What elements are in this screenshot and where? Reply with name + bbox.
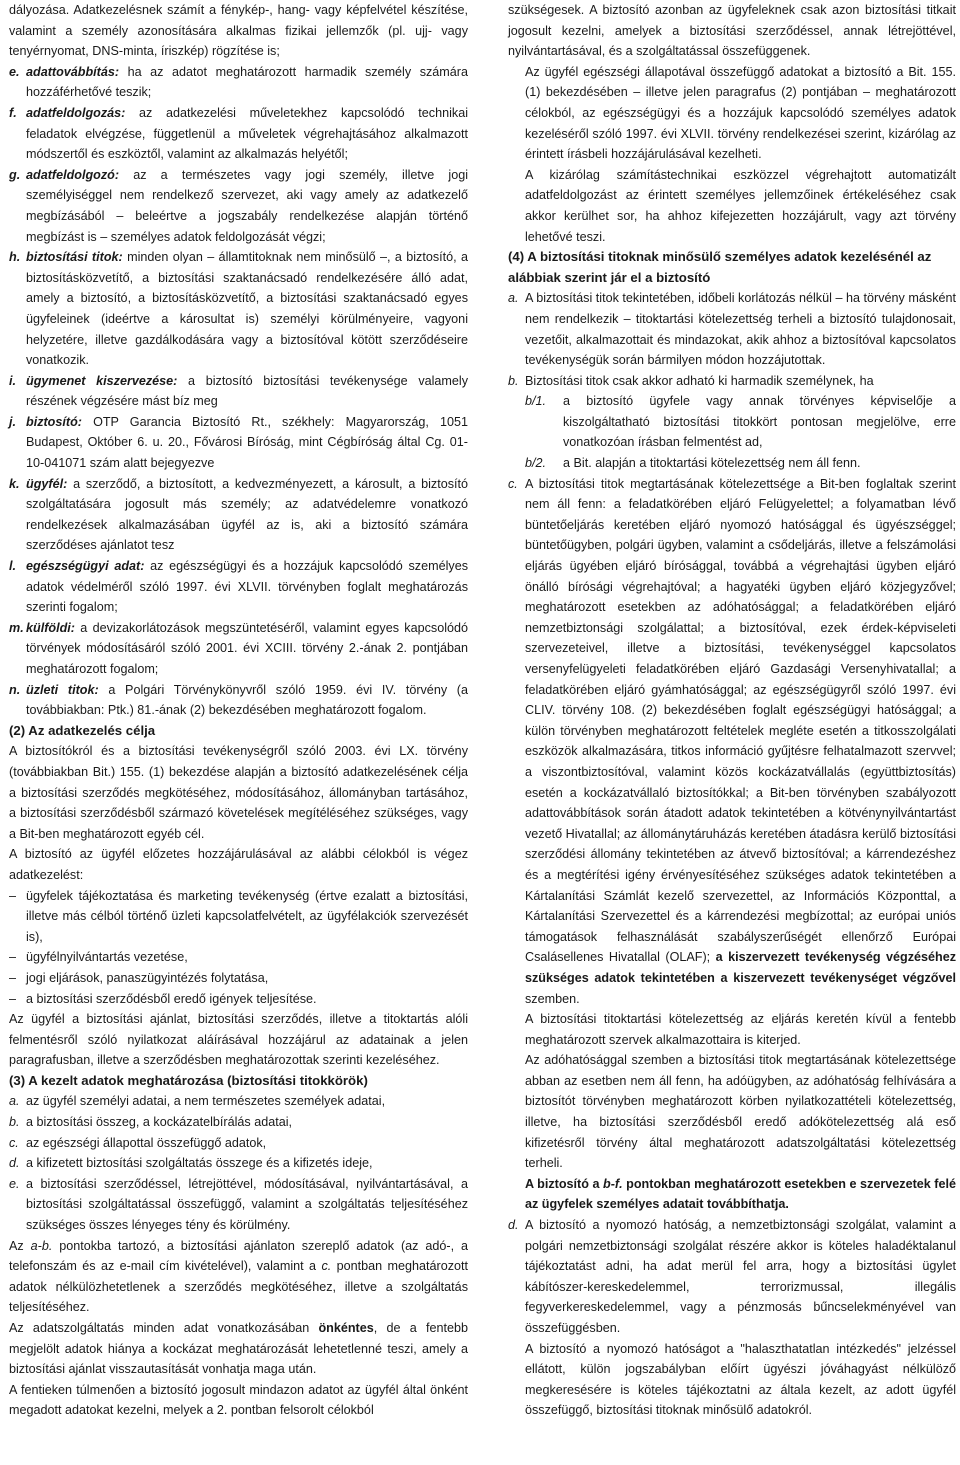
definition-item xyxy=(9,474,468,556)
dash-bullet: – xyxy=(9,888,17,903)
definition-term: ügyfél: xyxy=(26,476,68,491)
definition-text: minden olyan – államtitoknak nem minősülő –, a biztosító, a biztosításközvetítő, a biztosítási szaktanácsadó rendelkezésére álló adat, amely a biztosító, a biztosításközvetítő, a biztosítási szaktanácsadó egyes ügyfeleinek (ideértve a károsultat is) személyi körülményeire, vagyoni helyzetére, illetve gazdálkodására vagy a biztosítóval kötött szerződéseire vonatkozik. xyxy=(26,250,468,368)
data-categories-list xyxy=(9,1091,468,1235)
definition-term: adatfeldolgozás: xyxy=(26,105,126,120)
dash-bullet: – xyxy=(9,991,17,1006)
definition-item xyxy=(9,680,468,721)
definition-item xyxy=(9,62,468,103)
definition-item xyxy=(9,103,468,165)
purpose-list-item: – ügyfélnyilvántartás vezetése, xyxy=(9,947,468,968)
consent-paragraph: A biztosító az ügyfél előzetes hozzájárulásával az alábbi célokból is végez adatkezelést: xyxy=(9,847,468,882)
section-heading-3: (3) A kezelt adatok meghatározása (biztosítási titokkörök) xyxy=(9,1072,368,1088)
data-category-item: e. a biztosítási szerződéssel, létrejöttével, módosításával, nyilvántartásával, a biztosítási szolgáltatással összefüggő, valamint a szolgáltatás teljesítéséhez szükséges összes lényeges tény és körülmény. xyxy=(9,1176,468,1233)
purpose-list-item: – a biztosítási szerződésből eredő igények teljesítése. xyxy=(9,989,468,1010)
intro-paragraph: dályozása. Adatkezelésnek számít a fénykép-, hang- vagy képfelvétel készítése, valamint a személy azonosítására alkalmas fizikai jellemzők (pl. ujj- vagy tenyérnyomat, DNS-minta, íriszkép) rögzítése is; xyxy=(9,3,468,59)
purpose-list-item: – jogi eljárások, panaszügyintézés folytatása, xyxy=(9,968,468,989)
definition-label: h. xyxy=(9,250,21,265)
purpose-list xyxy=(9,886,468,1010)
definition-term: külföldi: xyxy=(26,620,75,635)
definition-label: f. xyxy=(9,105,17,120)
definition-term: adattovábbítás: xyxy=(26,64,120,79)
definition-label: m. xyxy=(9,620,24,635)
definition-text: az egészségügyi és a hozzájuk kapcsolódó személyes adatok védelméről szóló 1997. évi XLVII. törvényben foglalt meghatározás szerinti fogalom; xyxy=(26,559,468,615)
definition-term: biztosítási titok: xyxy=(26,250,123,265)
definition-text: a szerződő, a biztosított, a kedvezményezett, a károsult, a biztosító szolgáltatására jogosult más személy; az adatvédelemre vonatkozó rendelkezések alkalmazásában ügyfél az is, aki a biztosító számára szerződéses ajánlatot tesz xyxy=(26,476,468,553)
required-data-paragraph: Az a-b. pontokba tartozó, a biztosítási ajánlaton szereplő adatok (az adó-, a telefonszám és az e-mail cím kivételével), valamint a c. pontban meghatározott adatok nélkülözhetetlenek a szerződés megkötéséhez, illetve a szolgáltatás teljesítéséhez. xyxy=(9,1238,469,1315)
definition-text: a biztosító biztosítási tevékenysége valamely részének végzésére mást bíz meg xyxy=(26,373,469,409)
additional-data-paragraph: A fentieken túlmenően a biztosító jogosult mindazon adatot az ügyfél által önként megadott adatokat kezelni, melyek a 2. pontban felsorolt célokból xyxy=(9,1382,468,1418)
definition-text: a devizakorlátozások megszüntetéséről, valamint egyes kapcsolódó törvények módosításáról szóló 2001. évi XCIII. törvény 2.-ának 2. pontjában meghatározott fogalom; xyxy=(26,620,469,676)
rule-item-a: a. A biztosítási titok tekintetében, időbeli korlátozás nélkül – ha törvény másként nem rendelkezik – titoktartási kötelezettség terheli a biztosító tulajdonosait, vezetőit, alkalmazottait és mindazokat, akik ahhoz a biztosítóval kapcsolatos tevékenységük során bármilyen módon hozzájutottak. xyxy=(508,291,956,368)
definition-item xyxy=(9,165,468,247)
definition-term: adatfeldolgozó: xyxy=(26,167,120,182)
definition-text: OTP Garancia Biztosító Rt., székhely: Magyarország, 1051 Budapest, Október 6. u. 20., Fővárosi Bíróság, mint Cégbíróság által Cg. 01-10-041071 szám alatt bejegyezve xyxy=(26,414,469,471)
left-column xyxy=(9,0,468,1421)
definition-label: j. xyxy=(9,414,16,429)
rule-subitem-b2: b/2. a Bit. alapján a titoktartási kötelezettség nem áll fenn. xyxy=(525,456,861,471)
investigation-paragraph: A biztosító a nyomozó hatóságot a "halaszthatatlan intézkedés" jelzéssel ellátott, külön jogszabályban előírt ügyészi jóváhagyást nélkülöző megkeresésére is köteles tájékoztatni az általa kezelt, az adott ügyfél összefüggő, biztosítási titoknak minősülő adatokról. xyxy=(525,1341,956,1418)
definition-item xyxy=(9,371,468,412)
rule-item-d: d. A biztosító a nyomozó hatóság, a nemzetbiztonsági szolgálat, valamint a polgári nemzetbiztonsági szolgálat részére akkor is köteles haladéktalanul tájékoztatást adni, ha adat merül fel arra, hogy a biztosítási ügylet kábítószer-kereskedelemmel, terrorizmussal, illegális fegyverkereskedelemmel, vagy a pénzmosás bűncselekményével van összefüggésben. xyxy=(508,1218,956,1335)
definition-term: üzleti titok: xyxy=(26,682,99,697)
dash-bullet: – xyxy=(9,970,17,985)
right-column xyxy=(508,0,956,1421)
voluntary-paragraph: Az adatszolgáltatás minden adat vonatkozásában önkéntes, de a fentebb megjelölt adatok hiánya a kockázat meghatározását lehetetlenné teszi, amely a biztosítási ajánlat visszautasítását vonhatja maga után. xyxy=(9,1321,469,1377)
definition-label: g. xyxy=(9,167,21,182)
definition-item xyxy=(9,247,468,371)
definition-text: a Polgári Törvénykönyvről szóló 1959. évi IV. törvény (a továbbiakban: Ptk.) 81.-ának (2) bekezdésében meghatározott fogalom. xyxy=(26,682,469,718)
definitions-list xyxy=(9,62,468,721)
definition-label: i. xyxy=(9,373,16,388)
dash-bullet: – xyxy=(9,950,17,965)
tax-authority-paragraph: Az adóhatósággal szemben a biztosítási titok megtartásának kötelezettsége abban az esetben nem áll fenn, ha adóügyben, az adóhatóság felhívására a biztosítót törvényben meghatározott körben nyilatkozattételi kötelezettség, illetve, ha biztosítási szerződésből eredő adókötelezettség alá eső kifizetésről törvény által meghatározott adatszolgáltatási kötelezettség terheli. xyxy=(525,1053,956,1171)
definition-term: biztosító: xyxy=(26,414,82,429)
confidentiality-extension-paragraph: A biztosítási titoktartási kötelezettség az eljárás keretén kívül a fentebb meghatározott szervek alkalmazottaira is kiterjed. xyxy=(525,1012,956,1047)
definition-term: ügymenet kiszervezése: xyxy=(26,373,178,388)
data-category-item: b. a biztosítási összeg, a kockázatelbírálás adatai, xyxy=(9,1115,293,1130)
definition-label: n. xyxy=(9,682,21,697)
data-category-item: a. az ügyfél személyi adatai, a nem természetes személyek adatai, xyxy=(9,1094,386,1109)
definition-label: k. xyxy=(9,476,20,491)
section-heading-2: (2) Az adatkezelés célja xyxy=(9,722,156,738)
transfer-paragraph: A biztosító a b-f. pontokban meghatározott esetekben e szervezetek felé az ügyfelek személyes adatait továbbíthatja. xyxy=(525,1176,957,1212)
definition-term: egészségügyi adat: xyxy=(26,559,145,574)
rule-item-b: b. Biztosítási titok csak akkor adható ki harmadik személynek, ha xyxy=(508,373,874,388)
data-category-item: c. az egészségi állapottal összefüggő adatok, xyxy=(9,1135,267,1150)
definition-text: az adatkezelési műveletekhez kapcsolódó technikai feladatok elvégzése, függetlenül a műveletek végrehajtásához alkalmazott módszertől és eszköztől, valamint az alkalmazás helyétől; xyxy=(26,105,468,162)
definition-item xyxy=(9,618,468,680)
definition-text: az a természetes vagy jogi személy, illetve jogi személyiséggel nem rendelkező szervezet, aki vagy amely az adatkezelő megbízásából – beleértve a jogszabály rendelkezése alapján történő megbízást is – személyes adatok feldolgozását végzi; xyxy=(26,167,468,244)
definition-text: ha az adatot meghatározott harmadik személy számára hozzáférhetővé teszik; xyxy=(26,64,468,100)
rule-item-c: c. A biztosítási titok megtartásának kötelezettsége a Bit-ben foglaltak szerint nem áll fenn: a feladatkörében eljáró Felügyelettel; a folyamatban lévő büntetőeljárás keretében eljáró nyomozó hatósággal és ügyészséggel; büntetőügyben, polgári ügyben, valamint a csődeljárás, illetve a felszámolási eljárás ügyében eljáró bírósággal, továbbá a végrehajtási ügyben eljáró önálló bírósági végrehajtóval; a hagyatéki ügyben eljáró közjegyzővel; meghatározott esetekben az adóhatósággal; a feladatkörében eljáró nemzetbiztonsági szolgálattal; a biztosítóval, ezek érdek-képviseleti szervezeteivel, illetve a biztosítási, tevékenységgel kapcsolatos versenyfelügyeleti feladatkörében eljáró Gazdasági Versenyhivatallal; a feladatkörében eljáró gyámhatósággal; az egészségügyről szóló 1997. évi CLIV. törvény 108. (2) bekezdésében foglalt egészségügyi hatósággal; a külön törvényben meghatározott feltételek megléte esetén a titkosszolgálati eszközök alkalmazására, titkos információ gyűjtésre felhatalmazott szervvel; a viszontbiztosítóval, valamint közös kockázatvállalás (együttbiztosítás) esetén a kockázatvállaló biztosítókkal; a Bit-ben törvényben szabályozott adattovábbítások során átadott adatok tekintetében a kötvénynyilvántartást vezető Hivatallal; az állománytáruházás keretében átadásra kerülő biztosítási szerződési állomány tekintetében az átvevő biztosítóval; a kárrendezéshez és a megtérítési igény érvényesítéséhez szükséges adatok tekintetében a Kártalanítási Számlát kezelő szervezettel, az Információs Központtal, a Kártalanítási Szervezettel és a kárrendezési megbízottal; az európai uniós támogatások felhasználását szabályszerűségét ellenőrző Európai Csalásellenes Hivatallal (OLAF); a kiszervezett tevékenység végzéséhez szükséges adatok tekintetében a kiszervezett tevékenységet végzővel szemben. xyxy=(508,476,956,1006)
definition-label: e. xyxy=(9,64,20,79)
rule-subitem-b1: b/1. a biztosító ügyfele vagy annak törvényes képviselője a kiszolgáltatható biztosítási titokkört pontosan megjelölve, erre vonatkozóan írásban felmentést ad, xyxy=(525,394,956,450)
data-category-item: d. a kifizetett biztosítási szolgáltatás összege és a kifizetés ideje, xyxy=(9,1156,373,1171)
signature-consent-paragraph: Az ügyfél a biztosítási ajánlat, biztosítási szerződés, illetve a titoktartás alóli felmentésről szóló nyilatkozat aláírásával hozzájárul az adatainak a jelen paragrafusban, illetve a szerződésben meghatározottak szerinti kezeléséhez. xyxy=(9,1012,468,1068)
automated-processing-paragraph: A kizárólag számítástechnikai eszközzel végrehajtott automatizált adatfeldolgozást az érintett személyes jellemzőinek értékeléséhez csak akkor kerülhet sor, ha ahhoz kifejezetten hozzájárult, vagy azt törvény lehetővé teszi. xyxy=(525,167,956,244)
definition-item xyxy=(9,412,468,474)
purpose-paragraph: A biztosítókról és a biztosítási tevékenységről szóló 2003. évi LX. törvény (továbbiakban Bit.) 155. (1) bekezdése alapján a biztosító adatkezelésének célja a biztosítási szerződés megkötéséhez, módosításához, állományban tartásához, a biztosítási szerződésből származó követelések megítéléséhez szükséges, vagy a Bit-ben meghatározott egyéb cél. xyxy=(9,744,468,841)
definition-label: l. xyxy=(9,559,16,574)
secrets-paragraph: szükségesek. A biztosító azonban az ügyfeleknek csak azon biztosítási titkait jogosult kezelni, amelyek a biztosítási szerződéssel, annak létrejöttével, nyilvántartásával, és a szolgáltatással összefüggenek. xyxy=(508,3,956,59)
definition-item xyxy=(9,556,468,618)
health-data-paragraph: Az ügyfél egészségi állapotával összefüggő adatokat a biztosító a Bit. 155. (1) bekezdésében – illetve jelen paragrafus (2) pontjában – meghatározott célokból, az egészségügyi és a hozzájuk kapcsolódó személyes adatok kezeléséről szóló 1997. évi XLVII. törvény rendelkezései szerint, kizárólag az érintett írásbeli hozzájárulásával kezelheti. xyxy=(525,64,956,162)
purpose-list-item: – ügyfelek tájékoztatása és marketing tevékenység (értve ezalatt a biztosítási, illetve más célból történő üzleti kapcsolatfelvételt, az ügyfélakciók szervezését is), xyxy=(9,886,468,948)
section-heading-4: (4) A biztosítási titoknak minősülő személyes adatok kezelésénél az alábbiak szerint jár el a biztosító xyxy=(508,249,932,285)
